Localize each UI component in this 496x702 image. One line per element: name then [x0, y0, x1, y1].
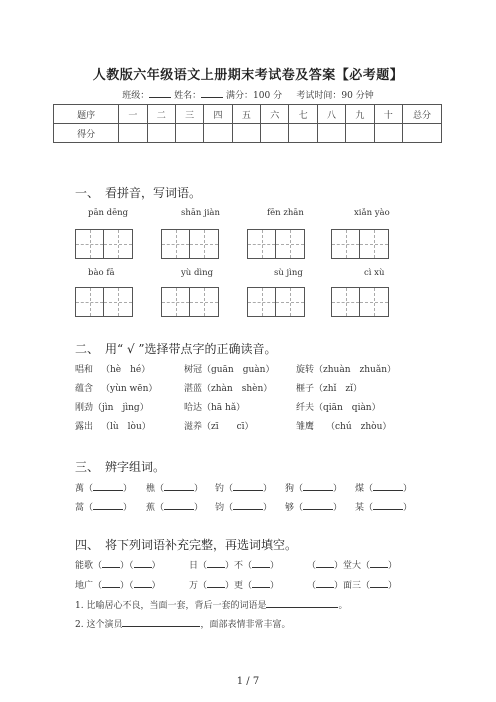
answer-blank[interactable]	[303, 482, 333, 491]
pinyin-label: sù jìng	[274, 268, 303, 278]
idiom-text: ）	[388, 581, 398, 591]
score-row-label: 得分	[54, 124, 119, 143]
answer-blank[interactable]	[122, 618, 200, 627]
answer-blank[interactable]	[373, 482, 403, 491]
table-cell: 七	[289, 105, 317, 124]
options[interactable]: （yùn wēn）	[101, 384, 158, 394]
answer-blank[interactable]	[207, 579, 225, 588]
score-cell	[289, 124, 317, 143]
idiom-item[interactable]	[189, 578, 279, 591]
score-table	[53, 104, 442, 143]
char-label: 萬（	[75, 484, 94, 494]
idiom-text: ）（	[120, 581, 134, 591]
idiom-text: ）堂大（	[334, 561, 371, 571]
close-paren: ）	[403, 503, 413, 513]
options[interactable]: （chú zhòu）	[326, 422, 392, 432]
idiom-text: ）不（	[225, 561, 253, 571]
table-cell: 四	[204, 105, 232, 124]
writing-grid[interactable]	[75, 229, 133, 259]
writing-grid[interactable]	[247, 287, 305, 317]
score-cell	[204, 124, 232, 143]
char-group[interactable]	[355, 481, 412, 494]
exam-info	[0, 88, 496, 101]
score-cell	[119, 124, 147, 143]
word-options[interactable]: 纤夫（qiān qiàn）	[296, 403, 381, 413]
table-cell: 十	[374, 105, 402, 124]
close-paren: ）	[403, 484, 413, 494]
char-label: 狗（	[285, 484, 304, 494]
table-cell: 三	[175, 105, 203, 124]
answer-blank[interactable]	[370, 559, 388, 568]
close-paren: ）	[333, 484, 343, 494]
idiom-text: ）	[270, 561, 280, 571]
table-cell: 六	[261, 105, 289, 124]
char-label: 某（	[355, 503, 374, 513]
char-group[interactable]	[146, 481, 203, 494]
answer-blank[interactable]	[266, 599, 338, 608]
idiom-item[interactable]	[307, 578, 397, 591]
table-cell: 八	[317, 105, 345, 124]
pinyin-label: bào fā	[88, 268, 115, 278]
answer-blank[interactable]	[93, 482, 123, 491]
pinyin-label: pān dēng	[88, 208, 129, 218]
table-cell: 九	[346, 105, 374, 124]
idiom-text: ）面三（	[334, 581, 371, 591]
answer-blank[interactable]	[134, 559, 152, 568]
word-options[interactable]: 滋养（zī cī）	[184, 422, 254, 432]
section-2-heading: 二、 用“ √ ”选择带点字的正确读音。	[75, 342, 277, 356]
question-2	[75, 617, 290, 630]
answer-blank[interactable]	[252, 579, 270, 588]
char-group[interactable]	[285, 481, 342, 494]
close-paren: ）	[333, 503, 343, 513]
pinyin-label: xiǎn yào	[354, 208, 390, 218]
table-cell: 一	[119, 105, 147, 124]
options[interactable]: （lù lòu）	[101, 422, 151, 432]
answer-blank[interactable]	[164, 482, 194, 491]
idiom-text: ）	[388, 561, 398, 571]
char-label: 够（	[285, 503, 304, 513]
answer-blank[interactable]	[233, 482, 263, 491]
answer-blank[interactable]	[134, 579, 152, 588]
score-cell	[346, 124, 374, 143]
close-paren: ）	[194, 484, 204, 494]
answer-blank[interactable]	[316, 579, 334, 588]
score-cell	[317, 124, 345, 143]
answer-blank[interactable]	[102, 579, 120, 588]
answer-blank[interactable]	[233, 501, 263, 510]
answer-blank[interactable]	[252, 559, 270, 568]
answer-blank[interactable]	[207, 559, 225, 568]
char-label: 蒿（	[75, 503, 94, 513]
close-paren: ）	[123, 484, 133, 494]
word-options[interactable]: 榧子（zhǐ zǐ）	[296, 384, 363, 394]
writing-grid[interactable]	[247, 229, 305, 259]
writing-grid[interactable]	[331, 229, 389, 259]
char-group[interactable]	[75, 481, 132, 494]
page-number: 1 / 7	[236, 676, 260, 687]
table-cell: 题序	[54, 105, 119, 124]
writing-grid[interactable]	[331, 287, 389, 317]
options[interactable]: （hè hé）	[101, 365, 151, 375]
answer-blank[interactable]	[370, 579, 388, 588]
char-label: 蕉（	[146, 503, 165, 513]
pinyin-label: cì xù	[364, 268, 385, 278]
word-options[interactable]: 哈达（hā hǎ）	[184, 403, 246, 413]
pinyin-label: yù dìng	[181, 268, 214, 278]
idiom-text: ）（	[120, 561, 134, 571]
char-label: 钓（	[215, 484, 234, 494]
char-group[interactable]	[146, 500, 203, 513]
table-cell: 总分	[402, 105, 441, 124]
word-options[interactable]: 树冠（guān guàn）	[184, 365, 275, 375]
char-group[interactable]	[215, 500, 272, 513]
score-header-row	[54, 105, 442, 124]
question-1	[75, 598, 347, 611]
idiom-text: ）	[151, 561, 161, 571]
idiom-item[interactable]	[75, 558, 161, 571]
idiom-item[interactable]	[75, 578, 161, 591]
idiom-text: 万（	[189, 581, 208, 591]
word: 蕴含	[75, 384, 94, 394]
idiom-text: 日（	[189, 561, 208, 571]
score-cell	[232, 124, 260, 143]
answer-blank[interactable]	[102, 559, 120, 568]
question-text: 1. 比喻居心不良，当面一套，背后一套的词语是	[75, 601, 267, 611]
char-group[interactable]	[285, 500, 342, 513]
score-row	[54, 124, 442, 143]
word-options[interactable]: 旋转（zhuàn zhuǎn）	[296, 365, 396, 375]
char-label: 樵（	[146, 484, 165, 494]
word-options[interactable]: 湛蓝（zhàn shèn）	[184, 384, 273, 394]
close-paren: ）	[123, 503, 133, 513]
close-paren: ）	[194, 503, 204, 513]
writing-grid[interactable]	[161, 229, 219, 259]
score-cell	[147, 124, 175, 143]
close-paren: ）	[263, 484, 273, 494]
answer-blank[interactable]	[316, 559, 334, 568]
writing-grid[interactable]	[161, 287, 219, 317]
answer-blank[interactable]	[373, 501, 403, 510]
idiom-text: 能歌（	[75, 561, 103, 571]
pinyin-label: shān jiàn	[181, 208, 220, 218]
idiom-text: ）更（	[225, 581, 253, 591]
idiom-text: （	[307, 561, 317, 571]
score-cell	[374, 124, 402, 143]
idiom-text: ）	[151, 581, 161, 591]
full-score: 满分：100 分	[226, 91, 283, 101]
section-1-heading: 一、 看拼音，写词语。	[75, 186, 202, 200]
score-cell	[175, 124, 203, 143]
section-4-heading: 四、 将下列词语补充完整，再选词填空。	[75, 538, 298, 552]
idiom-text: ）	[270, 581, 280, 591]
word-options[interactable]: 刚劲（jìn jìng）	[75, 403, 149, 413]
name-label: 姓名：	[174, 91, 202, 101]
idiom-item[interactable]	[189, 558, 279, 571]
word: 雏鹰	[296, 422, 315, 432]
idiom-item[interactable]	[307, 558, 397, 571]
class-label: 班级：	[122, 91, 150, 101]
char-label: 钧（	[215, 503, 234, 513]
idiom-text: （	[307, 581, 317, 591]
pinyin-label: fēn zhān	[267, 208, 304, 218]
answer-blank[interactable]	[164, 501, 194, 510]
close-paren: ）	[263, 503, 273, 513]
name-blank	[201, 89, 223, 98]
question-text: 。	[338, 601, 348, 611]
char-label: 煤（	[355, 484, 374, 494]
word: 唱和	[75, 365, 94, 375]
score-cell	[261, 124, 289, 143]
exam-time: 考试时间：90 分钟	[296, 91, 374, 101]
section-3-heading: 三、 辨字组词。	[75, 460, 166, 474]
word: 露出	[75, 422, 94, 432]
class-blank	[149, 89, 171, 98]
document-title: 人教版六年级语文上册期末考试卷及答案【必考题】	[92, 68, 404, 83]
question-text: 2. 这个演员	[75, 620, 123, 630]
char-group[interactable]	[355, 500, 412, 513]
question-text: ，面部表情非常丰富。	[200, 620, 291, 630]
table-cell: 五	[232, 105, 260, 124]
answer-blank[interactable]	[303, 501, 333, 510]
char-group[interactable]	[215, 481, 272, 494]
score-cell	[402, 124, 441, 143]
char-group[interactable]	[75, 500, 132, 513]
idiom-text: 地广（	[75, 581, 103, 591]
answer-blank[interactable]	[93, 501, 123, 510]
table-cell: 二	[147, 105, 175, 124]
writing-grid[interactable]	[75, 287, 133, 317]
